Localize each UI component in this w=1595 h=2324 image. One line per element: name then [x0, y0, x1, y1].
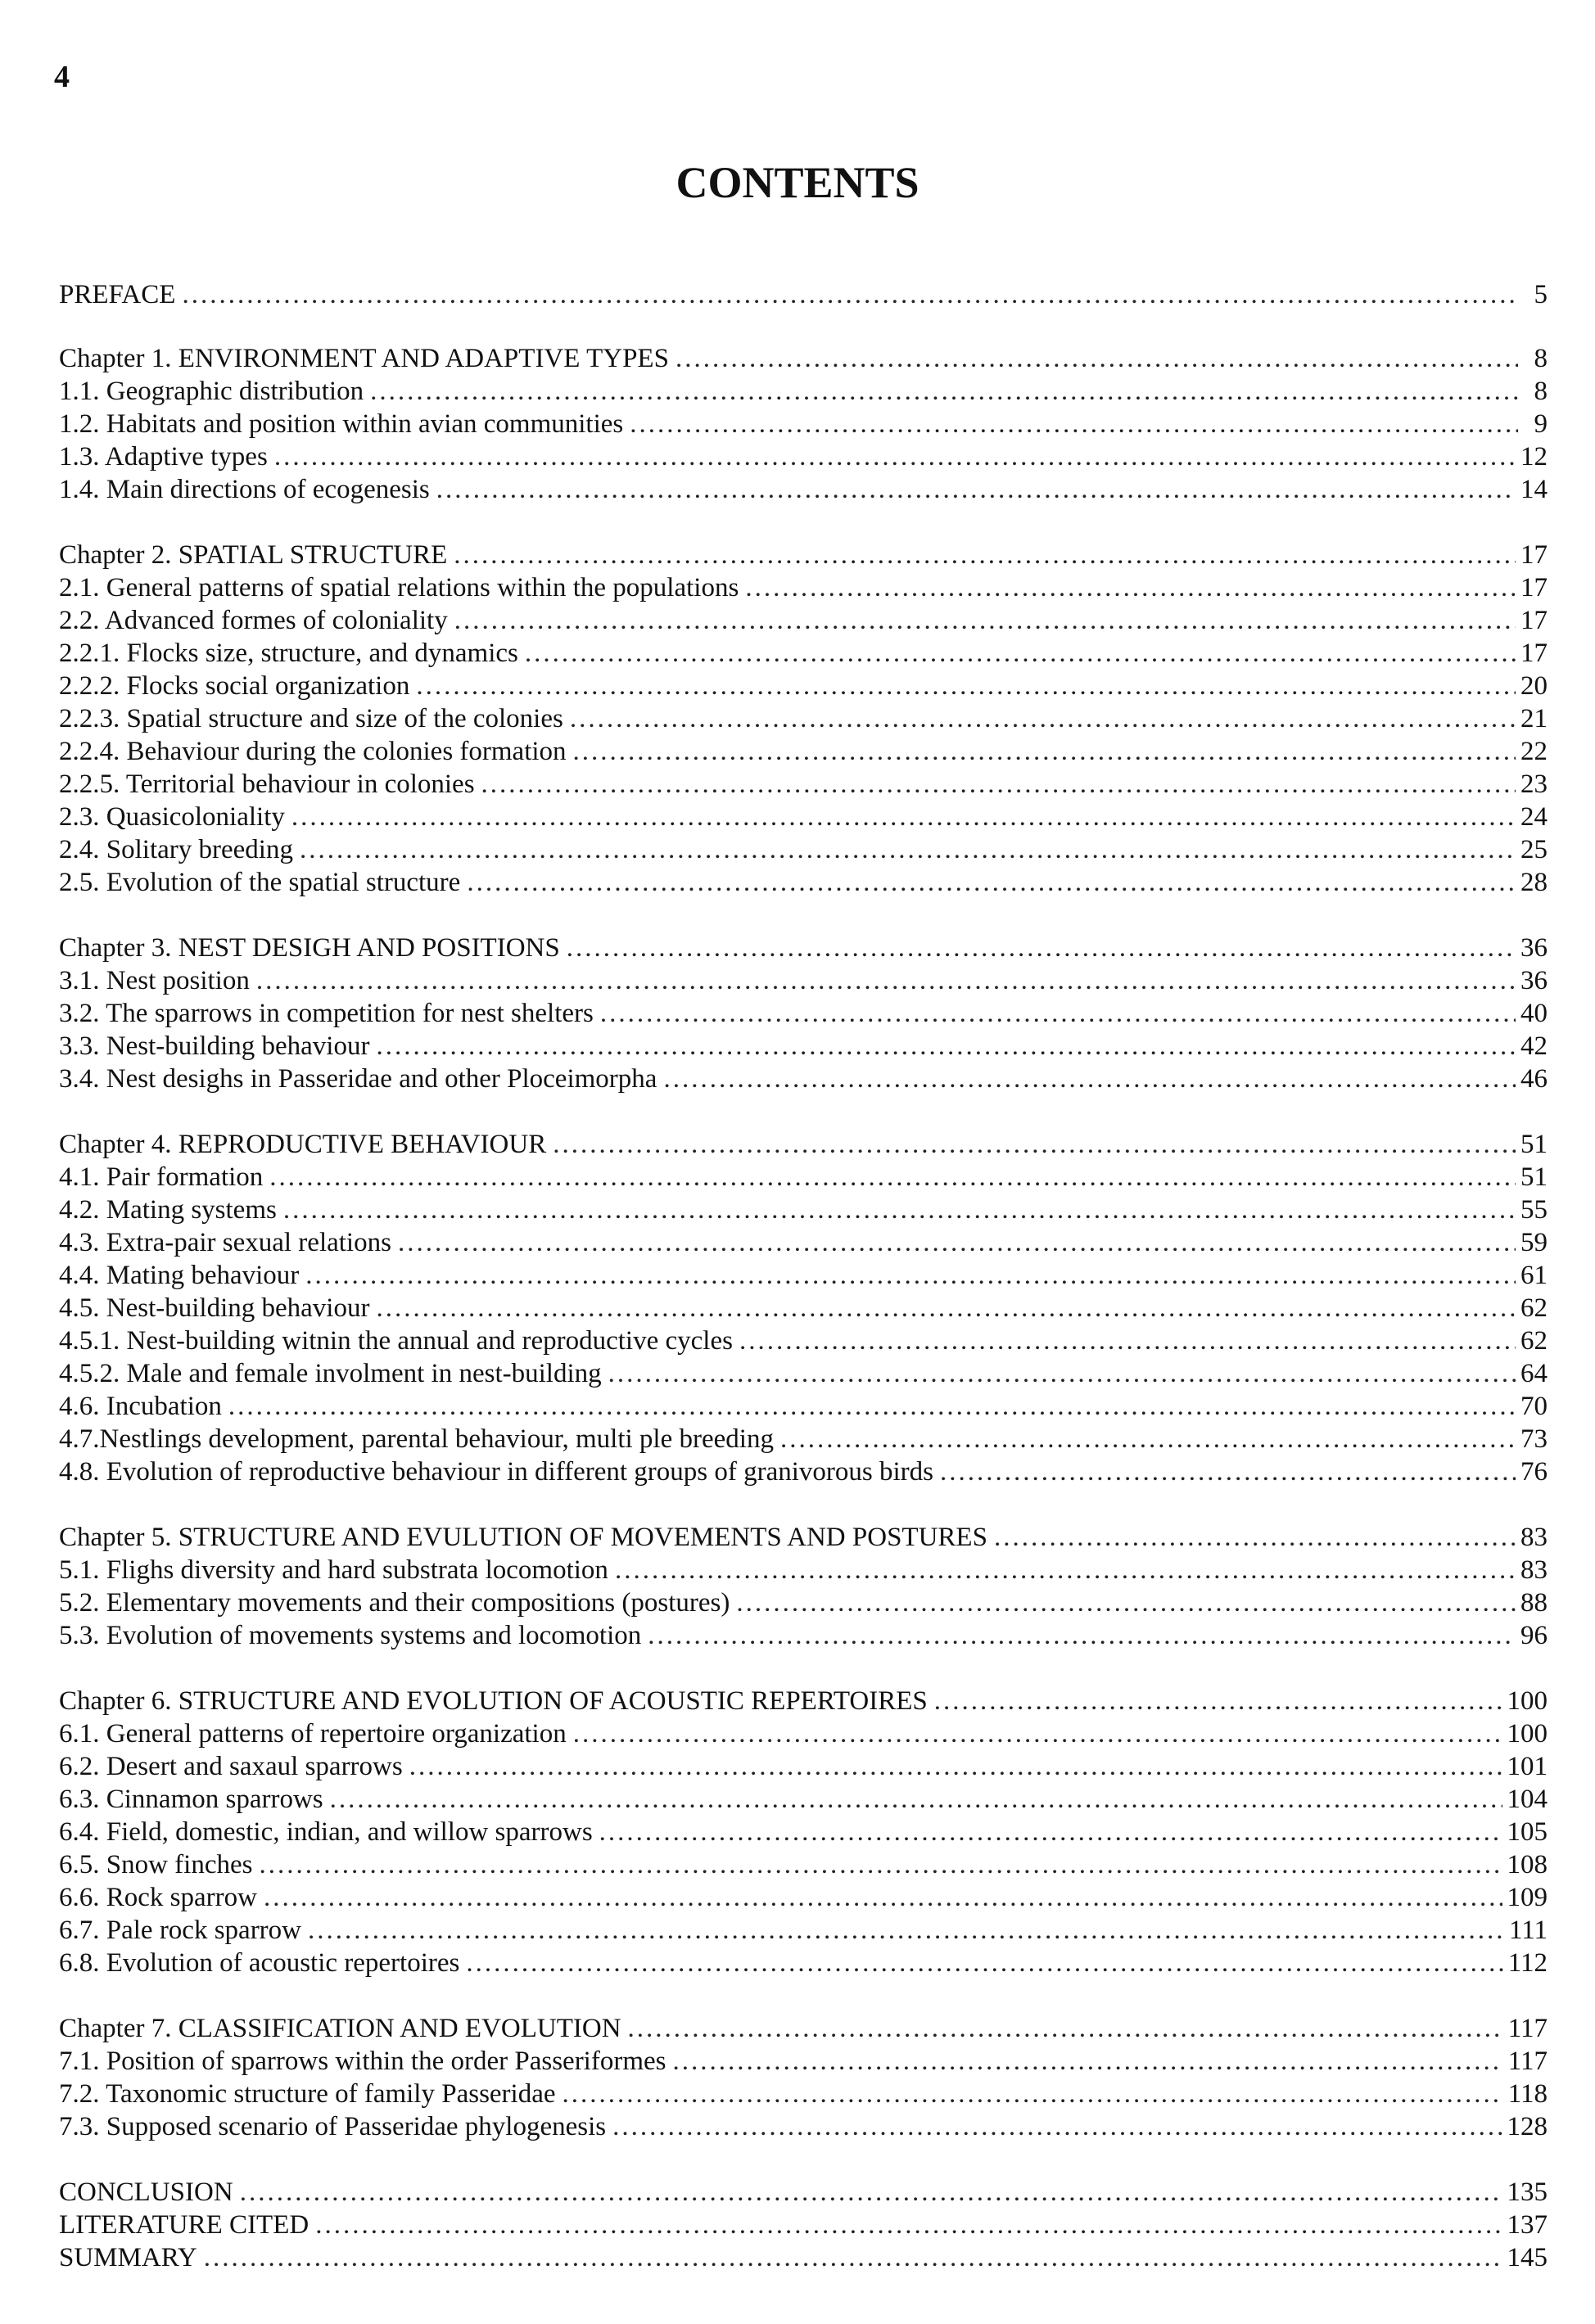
toc-entry-label: 5.1. Flighs diversity and hard substrata locomotion	[59, 1555, 608, 1585]
toc-entry[interactable]	[59, 1619, 1548, 1652]
dot-leader	[376, 1030, 1516, 1063]
toc-entry-page: 51	[1520, 1162, 1548, 1192]
dot-leader	[994, 1521, 1516, 1554]
toc-entry[interactable]	[59, 604, 1548, 637]
toc-entry-page: 28	[1520, 868, 1548, 897]
toc-entry[interactable]	[59, 866, 1548, 899]
toc-entry-page: 23	[1520, 769, 1548, 799]
toc-entry-page: 76	[1520, 1457, 1548, 1487]
dot-leader	[570, 702, 1516, 735]
toc-entry-page: 20	[1520, 671, 1548, 701]
toc-entry-label: 3.4. Nest desighs in Passeridae and other Ploceimorpha	[59, 1064, 657, 1094]
toc-entry-page: 59	[1520, 1228, 1548, 1257]
dot-leader	[300, 833, 1516, 866]
dot-leader	[466, 1947, 1502, 1979]
dot-leader	[259, 1848, 1502, 1881]
toc-entry-page: 88	[1520, 1588, 1548, 1618]
toc-entry-page: 36	[1520, 966, 1548, 995]
toc-entry-page: 55	[1520, 1195, 1548, 1225]
toc-entry[interactable]	[59, 1750, 1548, 1783]
toc-entry-label: 4.4. Mating behaviour	[59, 1261, 300, 1290]
toc-entry-page: 111	[1508, 1916, 1548, 1945]
toc-entry-page: 108	[1507, 1850, 1548, 1880]
dot-leader	[416, 670, 1516, 702]
toc-entry[interactable]	[59, 1259, 1548, 1292]
toc-entry-label: 5.2. Elementary movements and their compositions (postures)	[59, 1588, 730, 1618]
toc-entry-label: Chapter 1. ENVIRONMENT AND ADAPTIVE TYPES	[59, 344, 669, 373]
toc-entry[interactable]	[59, 1914, 1548, 1947]
dot-leader	[436, 473, 1516, 506]
toc-entry-page: 135	[1507, 2177, 1548, 2207]
dot-leader	[736, 1586, 1516, 1619]
toc-entry-label: 4.8. Evolution of reproductive behaviour in different groups of granivorous birds	[59, 1457, 933, 1487]
dot-leader	[934, 1685, 1502, 1717]
toc-entry[interactable]	[59, 702, 1548, 735]
toc-entry[interactable]	[59, 2110, 1548, 2143]
toc-entry-label: 6.1. General patterns of repertoire organization	[59, 1719, 567, 1749]
toc-entry[interactable]	[59, 1161, 1548, 1194]
dot-leader	[305, 1259, 1516, 1292]
page-title: CONTENTS	[676, 158, 919, 207]
toc-entry-label: 3.2. The sparrows in competition for nest shelters	[59, 999, 594, 1028]
toc-entry[interactable]	[59, 278, 1548, 311]
dot-leader	[673, 2045, 1503, 2078]
toc-entry-label: 2.4. Solitary breeding	[59, 835, 293, 864]
toc-entry[interactable]	[59, 342, 1548, 375]
toc-entry-page: 17	[1520, 540, 1548, 570]
dot-leader	[291, 801, 1516, 833]
toc-entry-label: 4.1. Pair formation	[59, 1162, 264, 1192]
dot-leader	[676, 342, 1518, 375]
toc-entry-page: 118	[1507, 2079, 1548, 2109]
dot-leader	[615, 1554, 1516, 1586]
toc-entry-label: 4.5.2. Male and female involment in nest-building	[59, 1359, 602, 1388]
dot-leader	[398, 1226, 1516, 1259]
toc-entry[interactable]	[59, 375, 1548, 408]
toc-entry[interactable]	[59, 2209, 1548, 2241]
toc-entry-page: 112	[1507, 1948, 1548, 1978]
toc-entry-page: 25	[1520, 835, 1548, 864]
toc-entry-label: 1.1. Geographic distribution	[59, 377, 364, 406]
toc-entry-page: 14	[1520, 475, 1548, 504]
toc-entry-label: 2.2.3. Spatial structure and size of the colonies	[59, 704, 563, 733]
toc-entry-label: LITERATURE CITED	[59, 2210, 310, 2240]
dot-leader	[630, 408, 1518, 440]
toc-entry-label: 4.7.Nestlings development, parental behaviour, multi ple breeding	[59, 1424, 774, 1454]
dot-leader	[739, 1324, 1516, 1357]
dot-leader	[573, 735, 1516, 768]
toc-entry[interactable]	[59, 2045, 1548, 2078]
toc-entry-page: 70	[1520, 1392, 1548, 1421]
toc-entry[interactable]	[59, 1947, 1548, 1979]
toc-entry-label: 6.3. Cinnamon sparrows	[59, 1785, 323, 1814]
toc-entry[interactable]	[59, 473, 1548, 506]
dot-leader	[454, 539, 1516, 571]
toc-entry-label: 4.2. Mating systems	[59, 1195, 277, 1225]
toc-entry-label: Chapter 7. CLASSIFICATION AND EVOLUTION	[59, 2014, 621, 2043]
toc-entry[interactable]	[59, 1390, 1548, 1423]
toc-entry-label: 4.6. Incubation	[59, 1392, 222, 1421]
toc-entry[interactable]	[59, 1554, 1548, 1586]
dot-leader	[467, 866, 1516, 899]
toc-entry[interactable]	[59, 801, 1548, 833]
toc-entry-label: 2.2.4. Behaviour during the colonies formation	[59, 737, 567, 766]
toc-entry-label: 5.3. Evolution of movements systems and locomotion	[59, 1621, 642, 1650]
page-number: 4	[54, 60, 70, 94]
toc-entry-page: 24	[1520, 802, 1548, 832]
toc-entry[interactable]	[59, 1521, 1548, 1554]
toc-entry-page: 8	[1534, 344, 1548, 373]
toc-entry-page: 17	[1520, 606, 1548, 635]
dot-leader	[376, 1292, 1516, 1324]
toc-entry-page: 22	[1520, 737, 1548, 766]
toc-section	[59, 1521, 1548, 1652]
dot-leader	[663, 1063, 1516, 1095]
dot-leader	[628, 2012, 1503, 2045]
dot-leader	[409, 1750, 1502, 1783]
toc-entry-label: 2.3. Quasicoloniality	[59, 802, 285, 832]
dot-leader	[283, 1194, 1516, 1226]
toc-entry-page: 117	[1507, 2014, 1548, 2043]
toc-entry-label: 1.4. Main directions of ecogenesis	[59, 475, 430, 504]
toc-entry[interactable]	[59, 440, 1548, 473]
toc-section	[59, 342, 1548, 506]
dot-leader	[563, 2078, 1503, 2110]
toc-entry-page: 5	[1534, 280, 1548, 309]
dot-leader	[204, 2241, 1502, 2274]
toc-entry-page: 36	[1520, 933, 1548, 963]
toc-entry[interactable]	[59, 964, 1548, 997]
toc-entry-page: 96	[1520, 1621, 1548, 1650]
toc-entry[interactable]	[59, 768, 1548, 801]
toc-entry-label: 2.2.5. Territorial behaviour in colonies	[59, 769, 475, 799]
dot-leader	[330, 1783, 1502, 1816]
toc-entry[interactable]	[59, 1292, 1548, 1324]
toc-entry[interactable]	[59, 932, 1548, 964]
toc-entry-label: 7.3. Supposed scenario of Passeridae phylogenesis	[59, 2112, 607, 2141]
toc-entry-page: 73	[1520, 1424, 1548, 1454]
toc-entry-label: 6.8. Evolution of acoustic repertoires	[59, 1948, 460, 1978]
toc-entry[interactable]	[59, 1848, 1548, 1881]
toc-entry-page: 46	[1520, 1064, 1548, 1094]
toc-entry[interactable]	[59, 1324, 1548, 1357]
toc-entry[interactable]	[59, 1128, 1548, 1161]
toc-entry-page: 40	[1520, 999, 1548, 1028]
toc-entry-label: CONCLUSION	[59, 2177, 233, 2207]
toc-entry-label: Chapter 5. STRUCTURE AND EVULUTION OF MOVEMENTS AND POSTURES	[59, 1523, 987, 1552]
table-of-contents	[59, 278, 1548, 2307]
dot-leader	[608, 1357, 1516, 1390]
dot-leader	[308, 1914, 1504, 1947]
dot-leader	[228, 1390, 1516, 1423]
toc-entry[interactable]	[59, 1194, 1548, 1226]
toc-section	[59, 1128, 1548, 1488]
toc-entry[interactable]	[59, 1063, 1548, 1095]
toc-entry-page: 117	[1507, 2046, 1548, 2076]
toc-entry-page: 100	[1507, 1719, 1548, 1749]
toc-entry-page: 64	[1520, 1359, 1548, 1388]
toc-entry[interactable]	[59, 1226, 1548, 1259]
toc-entry-label: 7.1. Position of sparrows within the order Passeriformes	[59, 2046, 666, 2076]
toc-entry[interactable]	[59, 833, 1548, 866]
toc-entry-label: 6.7. Pale rock sparrow	[59, 1916, 302, 1945]
toc-entry-page: 17	[1520, 573, 1548, 602]
toc-entry[interactable]	[59, 637, 1548, 670]
dot-leader	[264, 1881, 1502, 1914]
toc-entry-page: 51	[1520, 1130, 1548, 1159]
toc-entry-page: 101	[1507, 1752, 1548, 1781]
dot-leader	[315, 2209, 1502, 2241]
dot-leader	[780, 1423, 1516, 1455]
toc-entry[interactable]	[59, 2078, 1548, 2110]
toc-entry[interactable]	[59, 2176, 1548, 2209]
toc-entry[interactable]	[59, 1357, 1548, 1390]
toc-entry-page: 12	[1520, 442, 1548, 472]
dot-leader	[940, 1455, 1516, 1488]
toc-entry-page: 83	[1520, 1555, 1548, 1585]
toc-entry[interactable]	[59, 1586, 1548, 1619]
toc-entry-page: 104	[1507, 1785, 1548, 1814]
toc-entry-page: 109	[1507, 1883, 1548, 1912]
dot-leader	[599, 1816, 1502, 1848]
toc-entry-page: 42	[1520, 1031, 1548, 1061]
toc-section	[59, 2176, 1548, 2274]
toc-entry-label: 2.2. Advanced formes of coloniality	[59, 606, 448, 635]
toc-entry[interactable]	[59, 997, 1548, 1030]
toc-section	[59, 932, 1548, 1095]
dot-leader	[567, 932, 1516, 964]
toc-entry-label: 2.2.1. Flocks size, structure, and dynamics	[59, 639, 518, 668]
toc-entry-page: 8	[1534, 377, 1548, 406]
dot-leader	[454, 604, 1516, 637]
toc-entry[interactable]	[59, 1685, 1548, 1717]
toc-entry-label: 4.5. Nest-building behaviour	[59, 1293, 370, 1323]
dot-leader	[600, 997, 1516, 1030]
toc-entry-page: 62	[1520, 1326, 1548, 1356]
dot-leader	[370, 375, 1518, 408]
toc-entry-page: 145	[1507, 2243, 1548, 2272]
toc-section	[59, 2012, 1548, 2143]
dot-leader	[553, 1128, 1516, 1161]
toc-entry[interactable]	[59, 1783, 1548, 1816]
toc-entry-label: 4.3. Extra-pair sexual relations	[59, 1228, 391, 1257]
toc-entry[interactable]	[59, 1717, 1548, 1750]
toc-entry-label: 7.2. Taxonomic structure of family Passeridae	[59, 2079, 556, 2109]
toc-entry-page: 61	[1520, 1261, 1548, 1290]
toc-entry[interactable]	[59, 1030, 1548, 1063]
dot-leader	[573, 1717, 1502, 1750]
dot-leader	[481, 768, 1516, 801]
toc-entry-label: Chapter 2. SPATIAL STRUCTURE	[59, 540, 448, 570]
toc-entry-label: 2.5. Evolution of the spatial structure	[59, 868, 461, 897]
toc-entry-page: 100	[1507, 1686, 1548, 1716]
toc-entry-label: 1.2. Habitats and position within avian communities	[59, 409, 624, 439]
toc-entry[interactable]	[59, 2012, 1548, 2045]
toc-entry[interactable]	[59, 670, 1548, 702]
toc-entry-label: 4.5.1. Nest-building witnin the annual and reproductive cycles	[59, 1326, 733, 1356]
toc-entry[interactable]	[59, 408, 1548, 440]
toc-entry[interactable]	[59, 1816, 1548, 1848]
toc-entry-label: 3.3. Nest-building behaviour	[59, 1031, 370, 1061]
toc-section	[59, 1685, 1548, 1979]
toc-entry-label: 1.3. Adaptive types	[59, 442, 268, 472]
toc-entry-label: 2.2.2. Flocks social organization	[59, 671, 410, 701]
toc-entry-label: 6.2. Desert and saxaul sparrows	[59, 1752, 403, 1781]
dot-leader	[648, 1619, 1516, 1652]
dot-leader	[269, 1161, 1516, 1194]
toc-entry-label: 2.1. General patterns of spatial relations within the populations	[59, 573, 739, 602]
dot-leader	[182, 278, 1518, 311]
dot-leader	[612, 2110, 1502, 2143]
toc-entry-label: 6.4. Field, domestic, indian, and willow sparrows	[59, 1817, 593, 1847]
dot-leader	[274, 440, 1516, 473]
toc-entry-page: 137	[1507, 2210, 1548, 2240]
toc-entry[interactable]	[59, 1881, 1548, 1914]
toc-entry-page: 17	[1520, 639, 1548, 668]
toc-entry[interactable]	[59, 735, 1548, 768]
toc-entry-page: 9	[1534, 409, 1548, 439]
toc-entry[interactable]	[59, 539, 1548, 571]
toc-section	[59, 539, 1548, 899]
toc-entry[interactable]	[59, 571, 1548, 604]
toc-entry-label: 6.5. Snow finches	[59, 1850, 253, 1880]
toc-entry[interactable]	[59, 1423, 1548, 1455]
dot-leader	[525, 637, 1516, 670]
dot-leader	[240, 2176, 1502, 2209]
dot-leader	[745, 571, 1516, 604]
toc-entry-label: 3.1. Nest position	[59, 966, 250, 995]
toc-entry-label: PREFACE	[59, 280, 176, 309]
toc-entry-label: 6.6. Rock sparrow	[59, 1883, 257, 1912]
toc-entry[interactable]	[59, 1455, 1548, 1488]
toc-entry-label: Chapter 6. STRUCTURE AND EVOLUTION OF ACOUSTIC REPERTOIRES	[59, 1686, 928, 1716]
toc-entry-page: 83	[1520, 1523, 1548, 1552]
toc-section	[59, 278, 1548, 311]
toc-entry-page: 21	[1520, 704, 1548, 733]
toc-entry-label: Chapter 3. NEST DESIGH AND POSITIONS	[59, 933, 560, 963]
toc-entry-label: SUMMARY	[59, 2243, 197, 2272]
toc-entry-page: 105	[1507, 1817, 1548, 1847]
toc-entry[interactable]	[59, 2241, 1548, 2274]
toc-entry-page: 128	[1507, 2112, 1548, 2141]
dot-leader	[256, 964, 1516, 997]
toc-entry-label: Chapter 4. REPRODUCTIVE BEHAVIOUR	[59, 1130, 547, 1159]
toc-entry-page: 62	[1520, 1293, 1548, 1323]
